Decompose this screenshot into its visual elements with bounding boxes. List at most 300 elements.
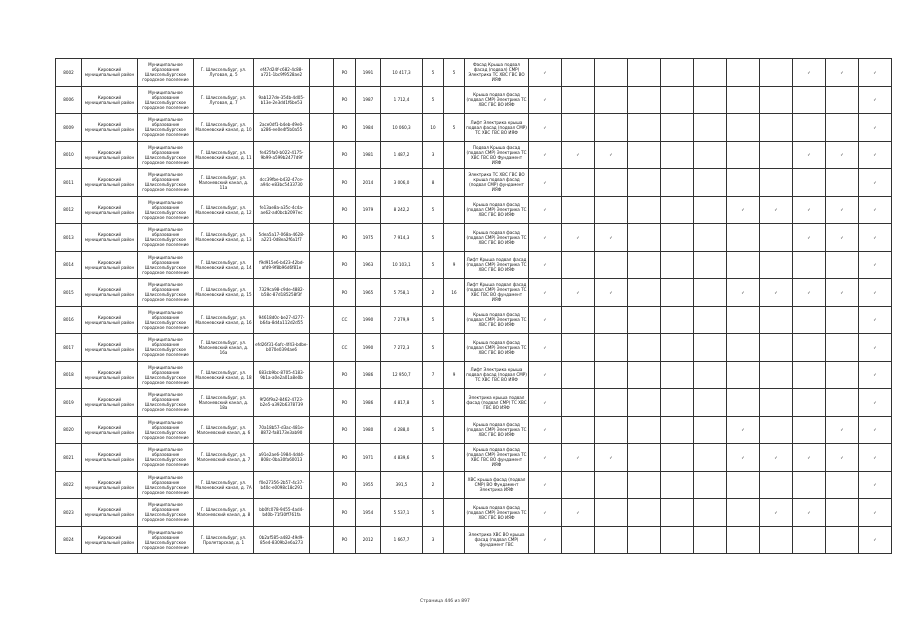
- table-row: [56, 334, 892, 362]
- check-icon: ✓: [807, 234, 811, 240]
- work-mark-cell: [529, 334, 562, 362]
- check-icon: ✓: [873, 399, 877, 405]
- works-cell: Крыша подвал фасад (подвал СМР) Электрика ТС ХВС ГВС ВО фундамент ИЯФ: [465, 444, 529, 472]
- work-mark-cell: [859, 471, 892, 499]
- work-mark-cell: [760, 499, 793, 527]
- works-cell: Крыша подвал фасад (подвал СМР) Электрика ТС ХВС ГВС ВО ИЯФ: [465, 499, 529, 527]
- work-mark-cell: [859, 389, 892, 417]
- check-icon: ✓: [543, 344, 547, 350]
- work-mark-cell: [595, 334, 628, 362]
- work-mark-cell: [562, 389, 595, 417]
- check-icon: ✓: [840, 69, 844, 75]
- work-mark-cell: [595, 444, 628, 472]
- work-mark-cell: [562, 361, 595, 389]
- wall-type-cell: РО: [334, 86, 356, 114]
- year-cell: 1980: [356, 416, 381, 444]
- work-mark-cell: [727, 251, 760, 279]
- work-mark-cell: [826, 59, 859, 87]
- cadastral-id-cell: 2ace0df1-b4eb-49e0-a286-ee0e4f5b0a55: [254, 114, 310, 142]
- address-cell: Г. Шлиссельбург, ул. Малоневский канал, д. 18: [194, 361, 254, 389]
- work-mark-cell: [661, 361, 694, 389]
- check-icon: ✓: [543, 97, 547, 103]
- check-icon: ✓: [807, 289, 811, 295]
- work-mark-cell: [826, 471, 859, 499]
- check-icon: ✓: [609, 152, 613, 158]
- check-icon: ✓: [543, 372, 547, 378]
- check-icon: ✓: [873, 262, 877, 268]
- work-mark-cell: [859, 306, 892, 334]
- work-mark-cell: [793, 196, 826, 224]
- check-icon: ✓: [576, 289, 580, 295]
- wall-type-cell: РО: [334, 59, 356, 87]
- district-cell: Кировский муниципальный район: [82, 169, 138, 197]
- blank-cell: [310, 526, 334, 554]
- work-mark-cell: [562, 86, 595, 114]
- work-mark-cell: [595, 59, 628, 87]
- check-icon: ✓: [741, 427, 745, 433]
- table-row: [56, 114, 892, 142]
- check-icon: ✓: [774, 289, 778, 295]
- check-icon: ✓: [774, 207, 778, 213]
- work-mark-cell: [727, 471, 760, 499]
- work-mark-cell: [727, 389, 760, 417]
- work-mark-cell: [760, 416, 793, 444]
- floors-cell: 5: [423, 444, 444, 472]
- area-cell: 3 006,0: [381, 169, 423, 197]
- year-cell: 1991: [356, 59, 381, 87]
- work-mark-cell: [694, 361, 727, 389]
- work-mark-cell: [793, 334, 826, 362]
- work-mark-cell: [727, 224, 760, 252]
- district-cell: Кировский муниципальный район: [82, 306, 138, 334]
- municipality-cell: Муниципальное образование Шлиссельбургское городское поселение: [138, 251, 194, 279]
- district-cell: Кировский муниципальный район: [82, 196, 138, 224]
- work-mark-cell: [595, 86, 628, 114]
- district-cell: Кировский муниципальный район: [82, 389, 138, 417]
- work-mark-cell: [826, 444, 859, 472]
- area-cell: 5 758,1: [381, 279, 423, 307]
- check-icon: ✓: [543, 399, 547, 405]
- cadastral-id-cell: 7329ca98-c9de-4882-b58c-87d185258f3f: [254, 279, 310, 307]
- check-icon: ✓: [840, 454, 844, 460]
- district-cell: Кировский муниципальный район: [82, 114, 138, 142]
- work-mark-cell: [628, 279, 661, 307]
- work-mark-cell: [760, 471, 793, 499]
- work-mark-cell: [661, 59, 694, 87]
- cadastral-id-cell: a91e2ae6-1984-4dd4-808c-0ba30fa60013: [254, 444, 310, 472]
- works-cell: Электрика ХВС ВО крыша фасад (подвал СМР) фундамент ГВС: [465, 526, 529, 554]
- work-mark-cell: [661, 526, 694, 554]
- work-mark-cell: [859, 444, 892, 472]
- work-mark-cell: [529, 279, 562, 307]
- floors-cell: 3: [423, 141, 444, 169]
- area-cell: 4 839,6: [381, 444, 423, 472]
- wall-type-cell: РО: [334, 499, 356, 527]
- work-mark-cell: [529, 499, 562, 527]
- table-body: [56, 59, 892, 554]
- check-icon: ✓: [807, 454, 811, 460]
- works-cell: Крыша подвал фасад (подвал СМР) Электрика ТС ХВС ГВС ВО ИЯФ: [465, 416, 529, 444]
- area-cell: 5 537,1: [381, 499, 423, 527]
- blank-cell: [310, 361, 334, 389]
- work-mark-cell: [529, 251, 562, 279]
- work-mark-cell: [859, 59, 892, 87]
- row-number: 8020: [56, 416, 82, 444]
- cadastral-id-cell: 0b2af585-a482-49d9-85e4-8309b2e6a273: [254, 526, 310, 554]
- municipality-cell: Муниципальное образование Шлиссельбургское городское поселение: [138, 499, 194, 527]
- cadastral-id-cell: 94618d0c-be27-4277-b64a-8d4a112d2d55: [254, 306, 310, 334]
- check-icon: ✓: [543, 454, 547, 460]
- area-cell: 391,5: [381, 471, 423, 499]
- check-icon: ✓: [873, 179, 877, 185]
- work-mark-cell: [628, 169, 661, 197]
- work-mark-cell: [661, 389, 694, 417]
- work-mark-cell: [661, 196, 694, 224]
- cadastral-id-cell: ef47d24f-c682-4c88-a721-1bc9f9528ae2: [254, 59, 310, 87]
- address-cell: Г. Шлиссельбург, ул. Малоневский канал, д. 7А: [194, 471, 254, 499]
- work-mark-cell: [760, 526, 793, 554]
- work-mark-cell: [760, 279, 793, 307]
- table-row: [56, 444, 892, 472]
- table-row: [56, 361, 892, 389]
- works-cell: Крыша подвал фасад (подвал СМР) Электрика ТС ХВС ГВС ВО ИЯФ: [465, 224, 529, 252]
- address-cell: Г. Шлиссельбург, ул. Луговая, д. 5: [194, 59, 254, 87]
- work-mark-cell: [661, 279, 694, 307]
- row-number: 8011: [56, 169, 82, 197]
- wall-type-cell: РО: [334, 251, 356, 279]
- work-mark-cell: [694, 251, 727, 279]
- work-mark-cell: [859, 279, 892, 307]
- district-cell: Кировский муниципальный район: [82, 471, 138, 499]
- work-mark-cell: [529, 444, 562, 472]
- work-mark-cell: [859, 169, 892, 197]
- wall-type-cell: РО: [334, 279, 356, 307]
- blank-cell: [310, 279, 334, 307]
- blank-cell: [310, 141, 334, 169]
- work-mark-cell: [562, 471, 595, 499]
- work-mark-cell: [595, 279, 628, 307]
- table-row: [56, 141, 892, 169]
- work-mark-cell: [529, 471, 562, 499]
- work-mark-cell: [595, 306, 628, 334]
- check-icon: ✓: [609, 454, 613, 460]
- cadastral-id-cell: 683cb9bc-8705-4183-9b1a-a0e2a01a8e0b: [254, 361, 310, 389]
- check-icon: ✓: [576, 509, 580, 515]
- address-cell: Г. Шлиссельбург, ул. Малоневский канал, д. 14: [194, 251, 254, 279]
- entrances-cell: 9: [444, 361, 465, 389]
- check-icon: ✓: [873, 124, 877, 130]
- blank-cell: [310, 416, 334, 444]
- works-cell: Электрика ТС ХВС ГВС ВО крыша подвал фасад (подвал СМР) фундамент ИЯФ: [465, 169, 529, 197]
- work-mark-cell: [529, 361, 562, 389]
- entrances-cell: [444, 306, 465, 334]
- floors-cell: 5: [423, 306, 444, 334]
- district-cell: Кировский муниципальный район: [82, 251, 138, 279]
- check-icon: ✓: [543, 482, 547, 488]
- cadastral-id-cell: efd26f31-6afc-4f43-bdbe-b070e0394ae6: [254, 334, 310, 362]
- check-icon: ✓: [543, 179, 547, 185]
- work-mark-cell: [826, 251, 859, 279]
- wall-type-cell: РО: [334, 444, 356, 472]
- work-mark-cell: [595, 471, 628, 499]
- wall-type-cell: РО: [334, 224, 356, 252]
- table-row: [56, 389, 892, 417]
- work-mark-cell: [826, 526, 859, 554]
- works-cell: Подвал Крыша фасад (подвал СМР) Электрика ТС ХВС ГВС ВО Фундамент ИЯФ: [465, 141, 529, 169]
- work-mark-cell: [694, 499, 727, 527]
- work-mark-cell: [760, 196, 793, 224]
- blank-cell: [310, 224, 334, 252]
- table-row: [56, 224, 892, 252]
- address-cell: Г. Шлиссельбург, ул. Малоневский канал, д. 13: [194, 224, 254, 252]
- check-icon: ✓: [543, 317, 547, 323]
- entrances-cell: [444, 499, 465, 527]
- entrances-cell: [444, 196, 465, 224]
- floors-cell: 5: [423, 251, 444, 279]
- municipality-cell: Муниципальное образование Шлиссельбургское городское поселение: [138, 86, 194, 114]
- work-mark-cell: [562, 444, 595, 472]
- check-icon: ✓: [741, 454, 745, 460]
- work-mark-cell: [529, 526, 562, 554]
- municipality-cell: Муниципальное образование Шлиссельбургское городское поселение: [138, 471, 194, 499]
- district-cell: Кировский муниципальный район: [82, 141, 138, 169]
- check-icon: ✓: [840, 289, 844, 295]
- entrances-cell: [444, 169, 465, 197]
- row-number: 8014: [56, 251, 82, 279]
- check-icon: ✓: [873, 344, 877, 350]
- wall-type-cell: РО: [334, 196, 356, 224]
- work-mark-cell: [694, 169, 727, 197]
- cadastral-id-cell: fe13ae8a-a35c-4c4a-ae62-ad0bcb2097ec: [254, 196, 310, 224]
- table-row: [56, 59, 892, 87]
- row-number: 8023: [56, 499, 82, 527]
- work-mark-cell: [628, 444, 661, 472]
- work-mark-cell: [859, 196, 892, 224]
- year-cell: 1984: [356, 114, 381, 142]
- check-icon: ✓: [609, 289, 613, 295]
- check-icon: ✓: [774, 509, 778, 515]
- work-mark-cell: [694, 86, 727, 114]
- check-icon: ✓: [774, 454, 778, 460]
- work-mark-cell: [595, 416, 628, 444]
- address-cell: Г. Шлиссельбург, ул. Малоневский канал, д. 11: [194, 141, 254, 169]
- row-number: 8024: [56, 526, 82, 554]
- check-icon: ✓: [543, 262, 547, 268]
- work-mark-cell: [793, 59, 826, 87]
- year-cell: 1986: [356, 389, 381, 417]
- year-cell: 1975: [356, 224, 381, 252]
- work-mark-cell: [727, 416, 760, 444]
- address-cell: Г. Шлиссельбург, ул. Малоневский канал, д. 6: [194, 416, 254, 444]
- work-mark-cell: [562, 306, 595, 334]
- entrances-cell: [444, 526, 465, 554]
- wall-type-cell: РО: [334, 114, 356, 142]
- work-mark-cell: [628, 141, 661, 169]
- address-cell: Г. Шлиссельбург, ул. Малоневский канал, д. 8: [194, 499, 254, 527]
- work-mark-cell: [826, 169, 859, 197]
- work-mark-cell: [529, 416, 562, 444]
- work-mark-cell: [661, 169, 694, 197]
- wall-type-cell: РО: [334, 416, 356, 444]
- area-cell: 7 272,3: [381, 334, 423, 362]
- work-mark-cell: [562, 196, 595, 224]
- check-icon: ✓: [873, 317, 877, 323]
- check-icon: ✓: [873, 207, 877, 213]
- work-mark-cell: [694, 59, 727, 87]
- works-cell: Крыша подвал фасад (подвал СМР) Электрика ТС ХВС ГВС ВО ИЯФ: [465, 196, 529, 224]
- work-mark-cell: [793, 251, 826, 279]
- work-mark-cell: [859, 526, 892, 554]
- check-icon: ✓: [873, 537, 877, 543]
- area-cell: 7 279,9: [381, 306, 423, 334]
- work-mark-cell: [628, 224, 661, 252]
- year-cell: 1986: [356, 361, 381, 389]
- work-mark-cell: [562, 334, 595, 362]
- work-mark-cell: [628, 306, 661, 334]
- entrances-cell: 5: [444, 114, 465, 142]
- wall-type-cell: СС: [334, 306, 356, 334]
- floors-cell: 7: [423, 361, 444, 389]
- cadastral-id-cell: 9ab127de-354b-4d05-b13e-2e3dd1f6be53: [254, 86, 310, 114]
- check-icon: ✓: [576, 234, 580, 240]
- check-icon: ✓: [543, 289, 547, 295]
- entrances-cell: [444, 416, 465, 444]
- check-icon: ✓: [543, 427, 547, 433]
- work-mark-cell: [529, 224, 562, 252]
- work-mark-cell: [529, 59, 562, 87]
- work-mark-cell: [595, 389, 628, 417]
- area-cell: 10 060,3: [381, 114, 423, 142]
- work-mark-cell: [727, 279, 760, 307]
- area-cell: 1 667,7: [381, 526, 423, 554]
- floors-cell: 5: [423, 59, 444, 87]
- work-mark-cell: [727, 59, 760, 87]
- work-mark-cell: [793, 499, 826, 527]
- entrances-cell: [444, 224, 465, 252]
- address-cell: Г. Шлиссельбург, ул. Малоневский канал, д. 11а: [194, 169, 254, 197]
- entrances-cell: [444, 389, 465, 417]
- area-cell: 4 817,8: [381, 389, 423, 417]
- address-cell: Г. Шлиссельбург, ул. Малоневский канал, д. 15: [194, 279, 254, 307]
- year-cell: 1954: [356, 499, 381, 527]
- work-mark-cell: [727, 86, 760, 114]
- work-mark-cell: [628, 251, 661, 279]
- work-mark-cell: [562, 169, 595, 197]
- entrances-cell: 9: [444, 251, 465, 279]
- municipality-cell: Муниципальное образование Шлиссельбургское городское поселение: [138, 416, 194, 444]
- entrances-cell: [444, 444, 465, 472]
- work-mark-cell: [562, 279, 595, 307]
- check-icon: ✓: [873, 454, 877, 460]
- check-icon: ✓: [873, 289, 877, 295]
- table-row: [56, 416, 892, 444]
- work-mark-cell: [529, 141, 562, 169]
- row-number: 8021: [56, 444, 82, 472]
- work-mark-cell: [661, 224, 694, 252]
- cadastral-id-cell: 70a18b57-d3ac-481e-8872-fa8173e3ab90: [254, 416, 310, 444]
- work-mark-cell: [826, 389, 859, 417]
- wall-type-cell: РО: [334, 471, 356, 499]
- wall-type-cell: РО: [334, 141, 356, 169]
- address-cell: Г. Шлиссельбург, ул. Луговая, д. 7: [194, 86, 254, 114]
- work-mark-cell: [628, 416, 661, 444]
- municipality-cell: Муниципальное образование Шлиссельбургское городское поселение: [138, 224, 194, 252]
- work-mark-cell: [562, 526, 595, 554]
- entrances-cell: [444, 471, 465, 499]
- work-mark-cell: [793, 279, 826, 307]
- check-icon: ✓: [543, 509, 547, 515]
- work-mark-cell: [793, 141, 826, 169]
- municipality-cell: Муниципальное образование Шлиссельбургское городское поселение: [138, 59, 194, 87]
- work-mark-cell: [760, 334, 793, 362]
- work-mark-cell: [562, 251, 595, 279]
- work-mark-cell: [859, 224, 892, 252]
- work-mark-cell: [859, 361, 892, 389]
- work-mark-cell: [793, 86, 826, 114]
- work-mark-cell: [694, 471, 727, 499]
- district-cell: Кировский муниципальный район: [82, 334, 138, 362]
- work-mark-cell: [826, 279, 859, 307]
- work-mark-cell: [595, 114, 628, 142]
- work-mark-cell: [628, 196, 661, 224]
- entrances-cell: [444, 334, 465, 362]
- work-mark-cell: [595, 141, 628, 169]
- table-row: [56, 526, 892, 554]
- wall-type-cell: РО: [334, 361, 356, 389]
- table-row: [56, 196, 892, 224]
- municipality-cell: Муниципальное образование Шлиссельбургское городское поселение: [138, 334, 194, 362]
- floors-cell: 2: [423, 471, 444, 499]
- work-mark-cell: [760, 251, 793, 279]
- table-row: [56, 306, 892, 334]
- work-mark-cell: [859, 141, 892, 169]
- wall-type-cell: СС: [334, 334, 356, 362]
- check-icon: ✓: [840, 234, 844, 240]
- page-footer: Страница 446 из 897: [420, 599, 470, 604]
- row-number: 8002: [56, 59, 82, 87]
- check-icon: ✓: [873, 427, 877, 433]
- work-mark-cell: [661, 334, 694, 362]
- cadastral-id-cell: 5dea5a17-068a-4628-a221-0d8ea2f6a1f7: [254, 224, 310, 252]
- floors-cell: 5: [423, 499, 444, 527]
- work-mark-cell: [826, 86, 859, 114]
- work-mark-cell: [694, 141, 727, 169]
- work-mark-cell: [562, 416, 595, 444]
- check-icon: ✓: [873, 372, 877, 378]
- work-mark-cell: [628, 361, 661, 389]
- table-row: [56, 169, 892, 197]
- work-mark-cell: [628, 526, 661, 554]
- work-mark-cell: [694, 389, 727, 417]
- municipality-cell: Муниципальное образование Шлиссельбургское городское поселение: [138, 306, 194, 334]
- work-mark-cell: [826, 224, 859, 252]
- year-cell: 1981: [356, 141, 381, 169]
- municipality-cell: Муниципальное образование Шлиссельбургское городское поселение: [138, 279, 194, 307]
- works-cell: Лифт Электрика крыша подвал фасад (подвал СМР) ТС ХВС ГВС ВО ИЯФ: [465, 361, 529, 389]
- check-icon: ✓: [543, 234, 547, 240]
- check-icon: ✓: [807, 69, 811, 75]
- work-mark-cell: [727, 444, 760, 472]
- year-cell: 1990: [356, 306, 381, 334]
- table-row: [56, 86, 892, 114]
- work-mark-cell: [793, 389, 826, 417]
- works-cell: Фасад Крыша подвал фасад (подвал) СМР) Электрика ТС ХВС ГВС ВО ИЯФ: [465, 59, 529, 87]
- work-mark-cell: [760, 86, 793, 114]
- row-number: 8013: [56, 224, 82, 252]
- work-mark-cell: [727, 334, 760, 362]
- year-cell: 1971: [356, 444, 381, 472]
- table-row: [56, 251, 892, 279]
